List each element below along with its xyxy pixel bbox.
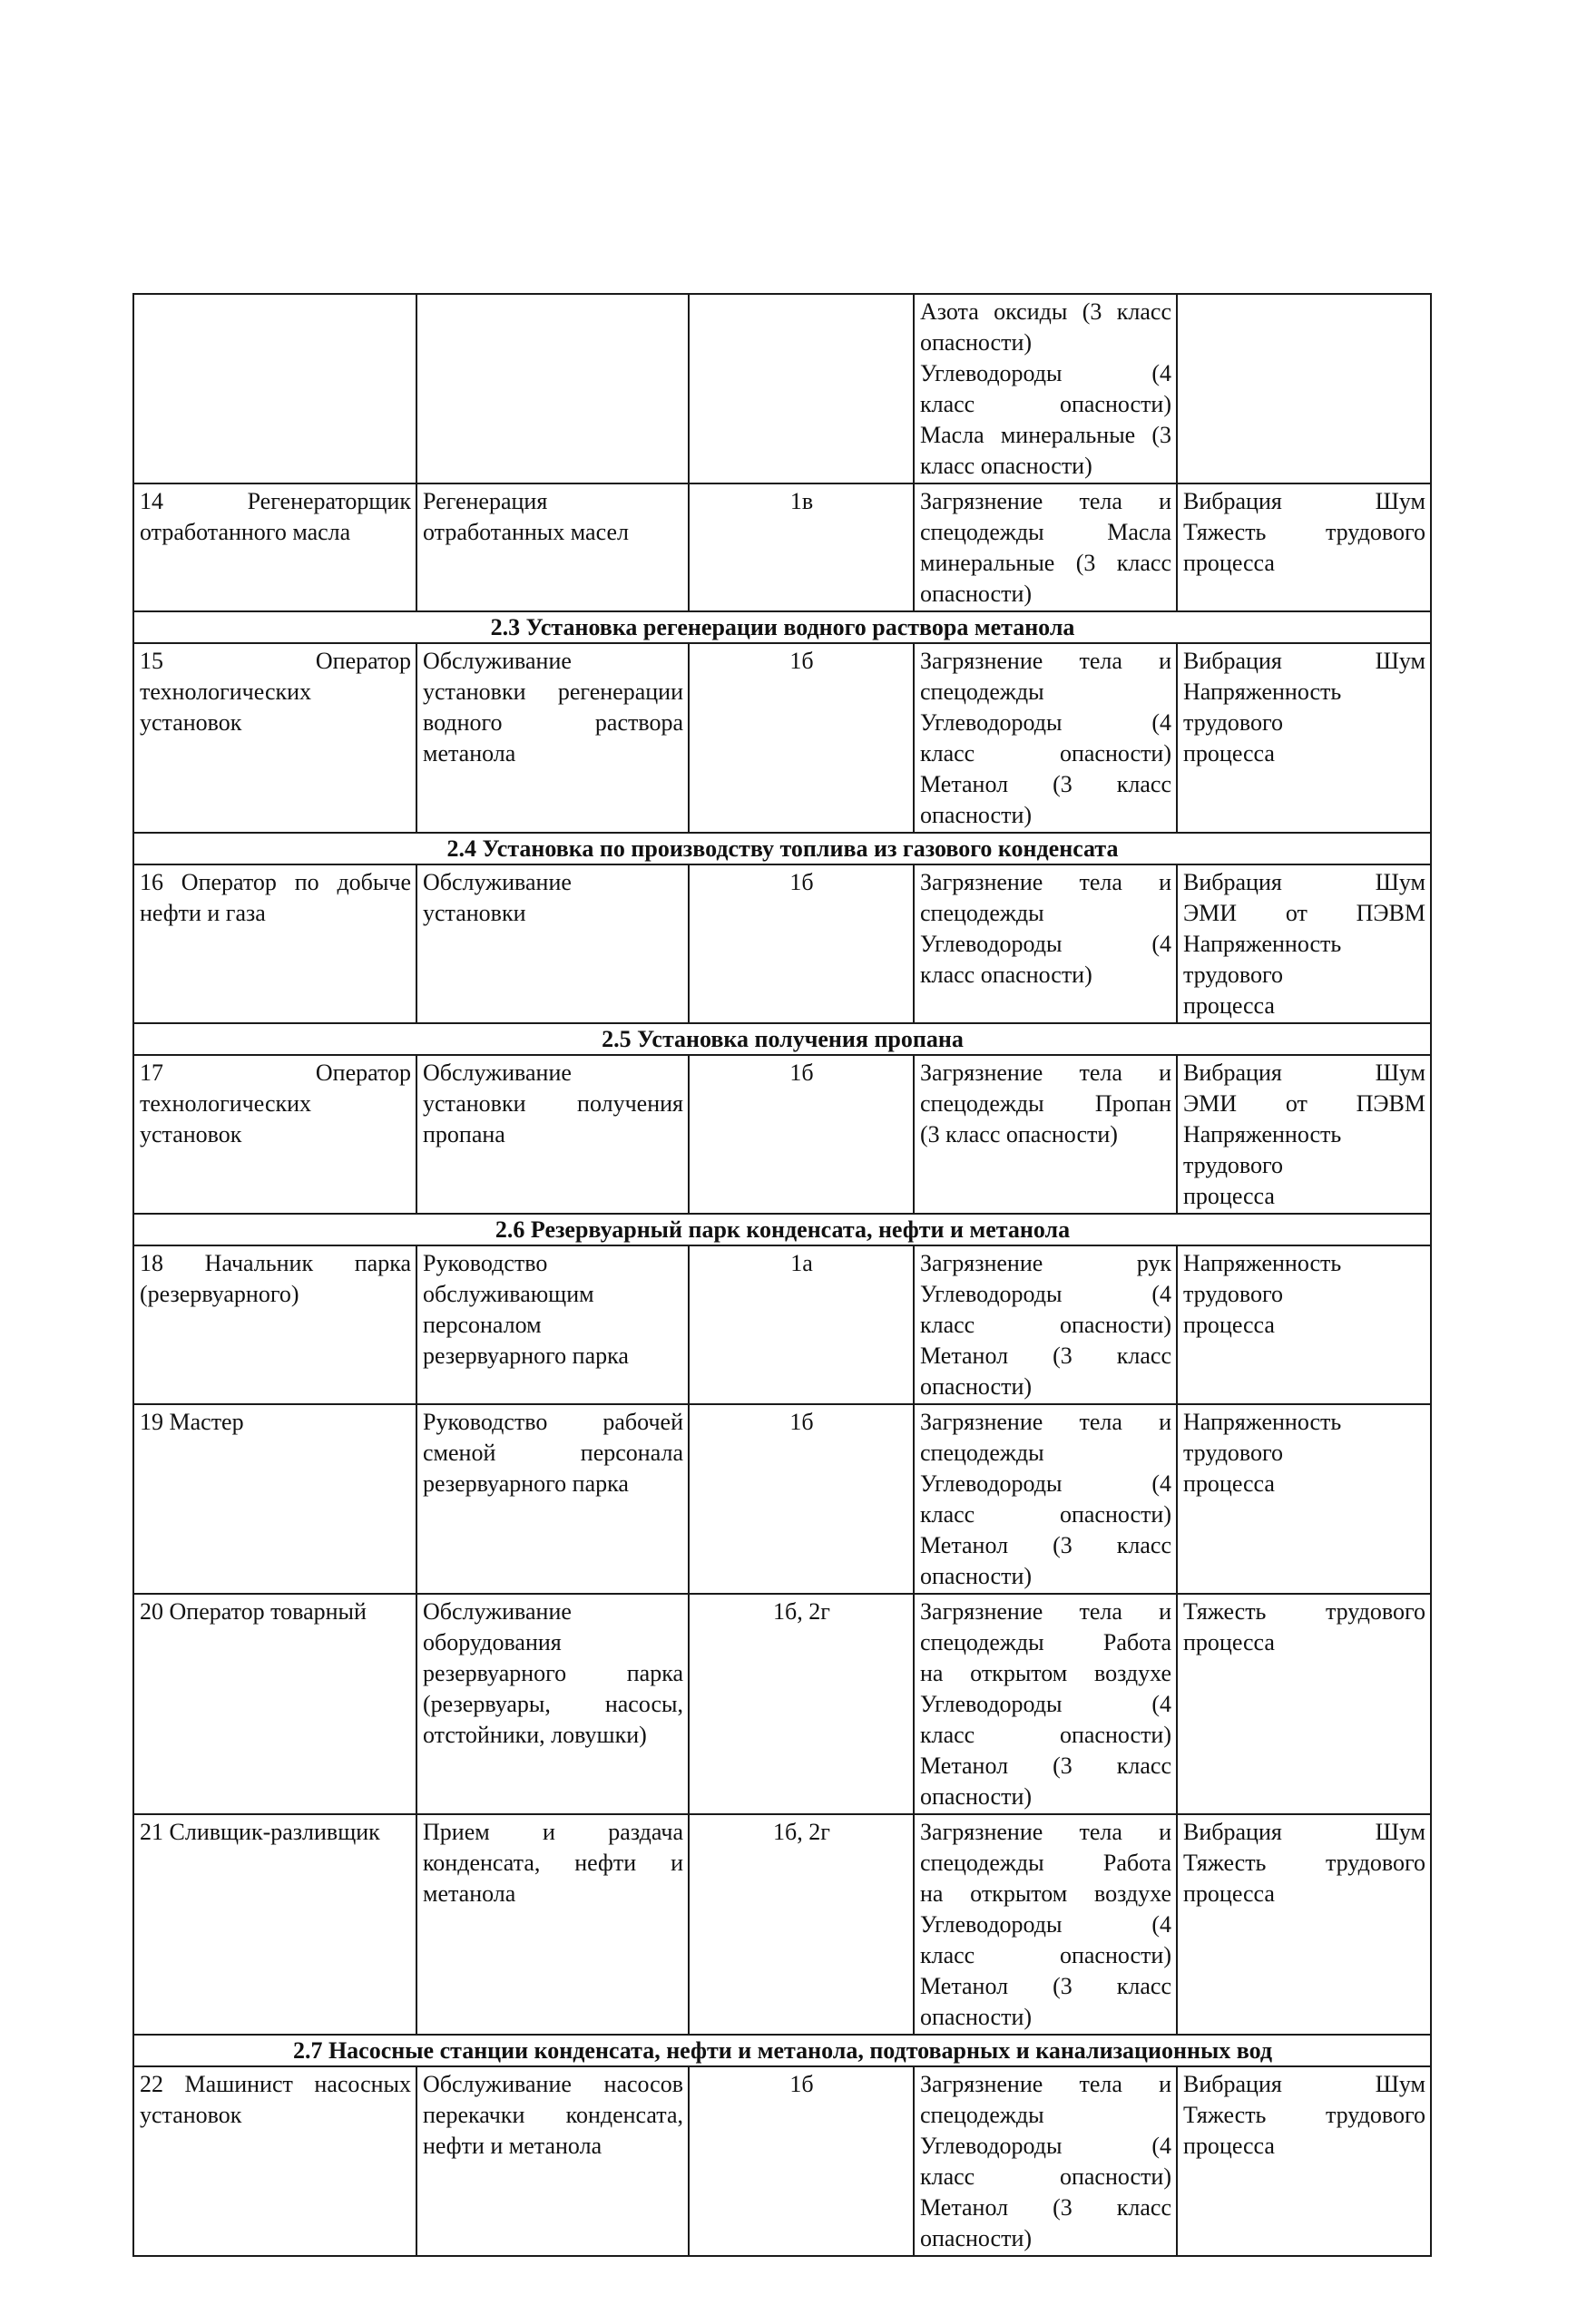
work-type-line: персоналом (423, 1312, 542, 1338)
chemical-factors-line: Загрязнение тела и (920, 1409, 1171, 1435)
chemical-factors-cell (914, 643, 1177, 833)
chemical-factors-line: спецодежды Пропан (920, 1090, 1171, 1117)
physical-factors-cell (1177, 1055, 1431, 1214)
table-row (133, 1404, 1431, 1594)
class-text: 1б (789, 2071, 814, 2097)
class-cell (689, 483, 914, 611)
work-type-line: Руководство (423, 1250, 548, 1276)
chemical-factors-line: Масла минеральные (3 (920, 422, 1171, 448)
physical-factors-line: трудового (1183, 962, 1284, 988)
class-text: 1б, 2г (773, 1598, 830, 1625)
profession-line: 21 Сливщик-разливщик (140, 1819, 380, 1845)
class-cell (689, 294, 914, 483)
work-type-cell (416, 1814, 689, 2035)
chemical-factors-line: Азота оксиды (3 класс (920, 298, 1171, 325)
class-text: 1б (789, 1059, 814, 1086)
chemical-factors-line: Загрязнение тела и (920, 648, 1171, 674)
physical-factors-cell (1177, 1814, 1431, 2035)
table-row (133, 864, 1431, 1023)
chemical-factors-line: класс опасности) (920, 1942, 1171, 1968)
chemical-factors-line: Углеводороды (4 (920, 1281, 1171, 1307)
chemical-factors-line: Углеводороды (4 (920, 2133, 1171, 2159)
physical-factors-cell (1177, 294, 1431, 483)
physical-factors-line: процесса (1183, 1629, 1275, 1655)
work-type-cell (416, 643, 689, 833)
profession-line: установок (140, 709, 242, 736)
chemical-factors-line: Углеводороды (4 (920, 1691, 1171, 1717)
chemical-factors-line: опасности) (920, 2225, 1033, 2251)
chemical-factors-line: спецодежды (920, 900, 1044, 926)
chemical-factors-line: класс опасности) (920, 2163, 1171, 2190)
work-type-cell (416, 1404, 689, 1594)
work-type-line: Руководство рабочей (423, 1409, 683, 1435)
chemical-factors-line: класс опасности) (920, 1312, 1171, 1338)
chemical-factors-line: опасности) (920, 1783, 1033, 1810)
class-cell (689, 1404, 914, 1594)
chemical-factors-line: спецодежды Работа (920, 1629, 1171, 1655)
class-cell (689, 2066, 914, 2256)
work-type-line: метанола (423, 1880, 516, 1907)
chemical-factors-line: Углеводороды (4 (920, 1911, 1171, 1938)
chemical-factors-line: спецодежды Работа (920, 1850, 1171, 1876)
chemical-factors-line: на открытом воздухе (920, 1660, 1171, 1686)
chemical-factors-line: опасности) (920, 329, 1033, 356)
chemical-factors-line: Углеводороды (4 (920, 709, 1171, 736)
table-row (133, 643, 1431, 833)
physical-factors-line: Вибрация Шум (1183, 488, 1425, 514)
work-type-cell (416, 483, 689, 611)
work-type-line: обслуживающим (423, 1281, 594, 1307)
work-type-line: отстойники, ловушки) (423, 1722, 647, 1748)
chemical-factors-line: спецодежды Масла (920, 519, 1171, 545)
section-header-row (133, 2035, 1431, 2066)
work-type-cell (416, 294, 689, 483)
work-type-line: резервуарного парка (423, 1470, 629, 1497)
work-type-cell (416, 864, 689, 1023)
profession-line: (резервуарного) (140, 1281, 299, 1307)
chemical-factors-cell (914, 2066, 1177, 2256)
profession-cell (133, 1404, 416, 1594)
chemical-factors-line: минеральные (3 класс (920, 550, 1171, 576)
document-page (132, 293, 1430, 2257)
table-row (133, 1245, 1431, 1404)
profession-line: технологических (140, 679, 312, 705)
profession-line: 19 Мастер (140, 1409, 244, 1435)
class-cell (689, 1055, 914, 1214)
section-title: 2.7 Насосные станции конденсата, нефти и метанола, подтоварных и канализационных вод (133, 2035, 1431, 2066)
physical-factors-line: трудового (1183, 709, 1284, 736)
chemical-factors-line: Углеводороды (4 (920, 360, 1171, 386)
class-cell (689, 864, 914, 1023)
physical-factors-line: процесса (1183, 1470, 1275, 1497)
hazard-table (132, 293, 1432, 2257)
work-type-line: метанола (423, 740, 516, 767)
profession-cell (133, 1814, 416, 2035)
physical-factors-line: Тяжесть трудового (1183, 519, 1425, 545)
physical-factors-line: процесса (1183, 2133, 1275, 2159)
table-row (133, 483, 1431, 611)
table-row (133, 1814, 1431, 2035)
physical-factors-line: трудового (1183, 1281, 1284, 1307)
physical-factors-line: трудового (1183, 1152, 1284, 1178)
chemical-factors-line: Метанол (3 класс (920, 771, 1171, 797)
work-type-line: конденсата, нефти и (423, 1850, 683, 1876)
work-type-line: Обслуживание (423, 1059, 572, 1086)
physical-factors-cell (1177, 1245, 1431, 1404)
chemical-factors-line: класс опасности) (920, 391, 1171, 417)
work-type-line: Обслуживание (423, 1598, 572, 1625)
profession-line: 17 Оператор (140, 1059, 411, 1086)
table-row (133, 1055, 1431, 1214)
profession-line: 22 Машинист насосных (140, 2071, 411, 2097)
work-type-line: Обслуживание (423, 869, 572, 895)
physical-factors-line: Напряженность (1183, 1121, 1342, 1147)
chemical-factors-line: спецодежды (920, 679, 1044, 705)
chemical-factors-line: опасности) (920, 1563, 1033, 1589)
profession-line: нефти и газа (140, 900, 266, 926)
chemical-factors-cell (914, 1055, 1177, 1214)
physical-factors-line: процесса (1183, 740, 1275, 767)
work-type-line: нефти и метанола (423, 2133, 602, 2159)
table-row (133, 1594, 1431, 1814)
work-type-line: резервуарного парка (423, 1343, 629, 1369)
profession-cell (133, 1055, 416, 1214)
work-type-line: (резервуары, насосы, (423, 1691, 683, 1717)
work-type-line: оборудования (423, 1629, 562, 1655)
section-header-row (133, 611, 1431, 643)
chemical-factors-cell (914, 483, 1177, 611)
physical-factors-cell (1177, 1594, 1431, 1814)
class-cell (689, 643, 914, 833)
class-text: 1а (790, 1250, 813, 1276)
physical-factors-line: процесса (1183, 1312, 1275, 1338)
physical-factors-line: Напряженность (1183, 1250, 1342, 1276)
work-type-line: установки (423, 900, 526, 926)
work-type-cell (416, 2066, 689, 2256)
profession-cell (133, 864, 416, 1023)
section-header-row (133, 1023, 1431, 1055)
work-type-line: резервуарного парка (423, 1660, 683, 1686)
table-row (133, 2066, 1431, 2256)
work-type-cell (416, 1594, 689, 1814)
chemical-factors-line: Метанол (3 класс (920, 1532, 1171, 1558)
work-type-cell (416, 1055, 689, 1214)
class-text: 1б (789, 869, 814, 895)
class-cell (689, 1594, 914, 1814)
profession-cell (133, 294, 416, 483)
physical-factors-line: ЭМИ от ПЭВМ (1183, 900, 1425, 926)
work-type-line: сменой персонала (423, 1440, 683, 1466)
chemical-factors-line: класс опасности) (920, 740, 1171, 767)
chemical-factors-line: Метанол (3 класс (920, 1343, 1171, 1369)
chemical-factors-line: Загрязнение тела и (920, 869, 1171, 895)
physical-factors-line: трудового (1183, 1440, 1284, 1466)
class-cell (689, 1814, 914, 2035)
profession-line: технологических (140, 1090, 312, 1117)
chemical-factors-line: Метанол (3 класс (920, 2194, 1171, 2221)
physical-factors-line: Вибрация Шум (1183, 2071, 1425, 2097)
chemical-factors-line: (3 класс опасности) (920, 1121, 1118, 1147)
physical-factors-cell (1177, 483, 1431, 611)
work-type-line: установки регенерации (423, 679, 683, 705)
profession-cell (133, 1245, 416, 1404)
work-type-line: перекачки конденсата, (423, 2102, 683, 2128)
physical-factors-line: Напряженность (1183, 931, 1342, 957)
work-type-line: пропана (423, 1121, 505, 1147)
physical-factors-line: процесса (1183, 1183, 1275, 1209)
physical-factors-line: процесса (1183, 550, 1275, 576)
section-title: 2.5 Установка получения пропана (133, 1023, 1431, 1055)
profession-line: 15 Оператор (140, 648, 411, 674)
chemical-factors-line: опасности) (920, 1373, 1033, 1400)
work-type-line: отработанных масел (423, 519, 629, 545)
profession-line: 16 Оператор по добыче (140, 869, 411, 895)
physical-factors-line: Вибрация Шум (1183, 648, 1425, 674)
chemical-factors-line: спецодежды (920, 2102, 1044, 2128)
physical-factors-line: процесса (1183, 992, 1275, 1019)
chemical-factors-line: опасности) (920, 581, 1033, 607)
work-type-line: Обслуживание (423, 648, 572, 674)
chemical-factors-line: Метанол (3 класс (920, 1973, 1171, 1999)
chemical-factors-cell (914, 1594, 1177, 1814)
work-type-line: Регенерация (423, 488, 548, 514)
class-text: 1в (789, 488, 814, 514)
chemical-factors-line: Углеводороды (4 (920, 931, 1171, 957)
section-title: 2.4 Установка по производству топлива из газового конденсата (133, 833, 1431, 864)
work-type-line: Обслуживание насосов (423, 2071, 683, 2097)
chemical-factors-line: Загрязнение тела и (920, 2071, 1171, 2097)
chemical-factors-line: класс опасности) (920, 1722, 1171, 1748)
profession-line: установок (140, 2102, 242, 2128)
physical-factors-line: Тяжесть трудового (1183, 2102, 1425, 2128)
work-type-line: Прием и раздача (423, 1819, 683, 1845)
physical-factors-line: Вибрация Шум (1183, 1819, 1425, 1845)
chemical-factors-cell (914, 294, 1177, 483)
physical-factors-line: процесса (1183, 1880, 1275, 1907)
table-row (133, 294, 1431, 483)
chemical-factors-line: Загрязнение тела и (920, 1059, 1171, 1086)
class-text: 1б, 2г (773, 1819, 830, 1845)
physical-factors-cell (1177, 643, 1431, 833)
physical-factors-cell (1177, 2066, 1431, 2256)
chemical-factors-line: Загрязнение тела и (920, 1819, 1171, 1845)
profession-line: установок (140, 1121, 242, 1147)
physical-factors-line: ЭМИ от ПЭВМ (1183, 1090, 1425, 1117)
chemical-factors-line: класс опасности) (920, 962, 1092, 988)
section-title: 2.6 Резервуарный парк конденсата, нефти и метанола (133, 1214, 1431, 1245)
profession-cell (133, 2066, 416, 2256)
class-text: 1б (789, 648, 814, 674)
chemical-factors-line: Углеводороды (4 (920, 1470, 1171, 1497)
chemical-factors-line: класс опасности) (920, 1501, 1171, 1528)
profession-line: 14 Регенераторщик (140, 488, 411, 514)
chemical-factors-line: класс опасности) (920, 453, 1092, 479)
physical-factors-line: Тяжесть трудового (1183, 1598, 1425, 1625)
profession-line: 20 Оператор товарный (140, 1598, 367, 1625)
physical-factors-cell (1177, 1404, 1431, 1594)
chemical-factors-line: Загрязнение тела и (920, 1598, 1171, 1625)
physical-factors-line: Напряженность (1183, 679, 1342, 705)
chemical-factors-line: опасности) (920, 802, 1033, 828)
profession-cell (133, 1594, 416, 1814)
chemical-factors-line: опасности) (920, 2004, 1033, 2030)
profession-line: 18 Начальник парка (140, 1250, 411, 1276)
class-text: 1б (789, 1409, 814, 1435)
section-header-row (133, 1214, 1431, 1245)
chemical-factors-cell (914, 1404, 1177, 1594)
class-cell (689, 1245, 914, 1404)
work-type-line: водного раствора (423, 709, 683, 736)
chemical-factors-line: Метанол (3 класс (920, 1753, 1171, 1779)
chemical-factors-cell (914, 1245, 1177, 1404)
work-type-line: установки получения (423, 1090, 683, 1117)
profession-line: отработанного масла (140, 519, 351, 545)
chemical-factors-line: Загрязнение рук (920, 1250, 1171, 1276)
physical-factors-line: Вибрация Шум (1183, 1059, 1425, 1086)
chemical-factors-line: спецодежды (920, 1440, 1044, 1466)
chemical-factors-cell (914, 864, 1177, 1023)
chemical-factors-line: Загрязнение тела и (920, 488, 1171, 514)
hazard-table-body (133, 294, 1431, 2256)
work-type-cell (416, 1245, 689, 1404)
physical-factors-line: Напряженность (1183, 1409, 1342, 1435)
physical-factors-line: Вибрация Шум (1183, 869, 1425, 895)
chemical-factors-line: на открытом воздухе (920, 1880, 1171, 1907)
section-header-row (133, 833, 1431, 864)
profession-cell (133, 643, 416, 833)
section-title: 2.3 Установка регенерации водного раствора метанола (133, 611, 1431, 643)
profession-cell (133, 483, 416, 611)
physical-factors-cell (1177, 864, 1431, 1023)
physical-factors-line: Тяжесть трудового (1183, 1850, 1425, 1876)
chemical-factors-cell (914, 1814, 1177, 2035)
